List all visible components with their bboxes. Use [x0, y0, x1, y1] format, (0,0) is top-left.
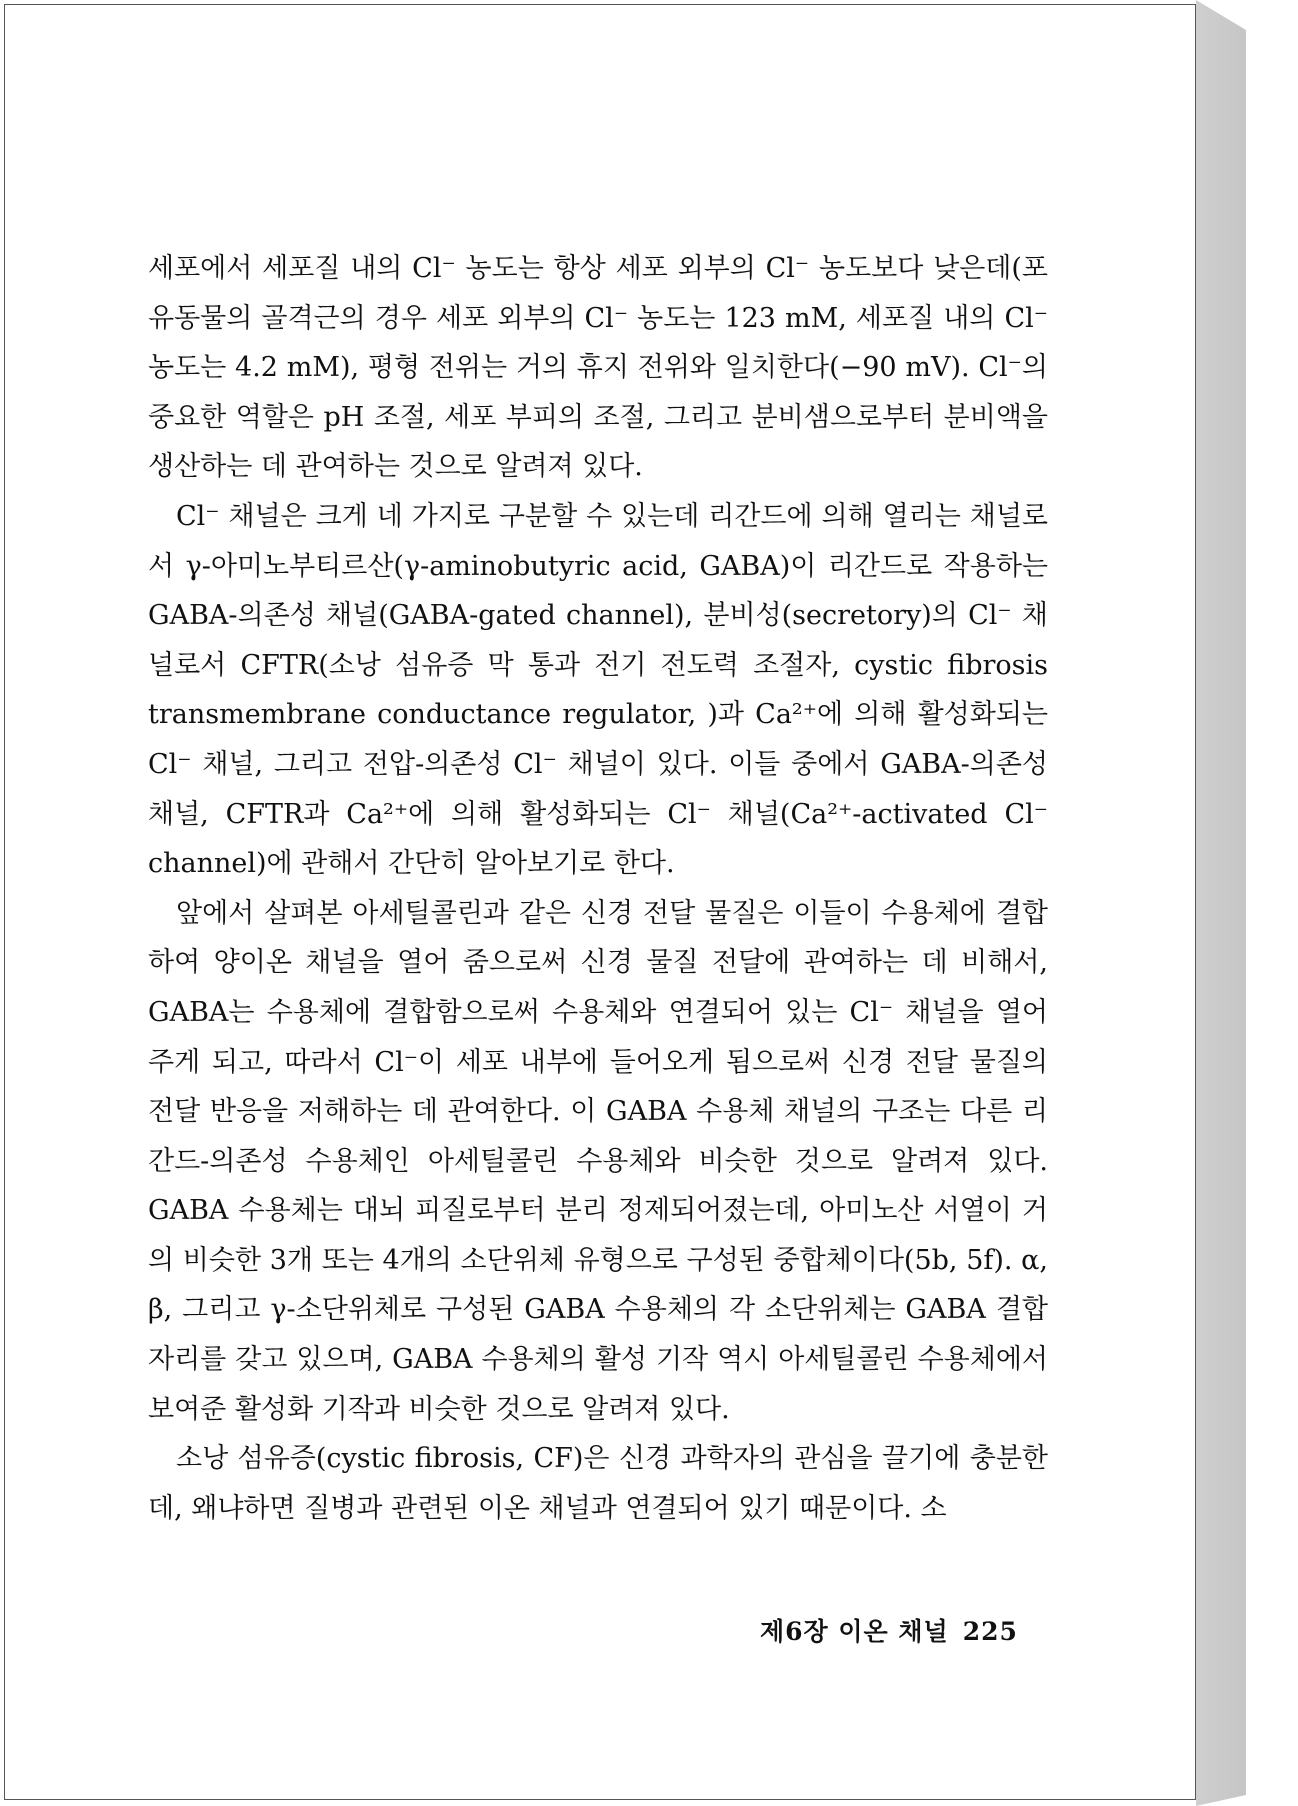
paragraph-2: Cl⁻ 채널은 크게 네 가지로 구분할 수 있는데 리간드에 의해 열리는 채널로서 γ-아미노부티르산(γ-aminobutyric acid, GABA)이 리간드로 작용하는 GABA-의존성 채널(GABA-gated channel), 분비성(secretory)의 Cl⁻ 채널로서 CFTR(소낭 섬유증 막 통과 전기 전도력 조절자, cystic fibrosis transmembrane conductance regulator, )과 Ca²⁺에 의해 활성화되는 Cl⁻ 채널, 그리고 전압-의존성 Cl⁻ 채널이 있다. 이들 중에서 GABA-의존성 채널, CFTR과 Ca²⁺에 의해 활성화되는 Cl⁻ 채널(Ca²⁺-activated Cl⁻ channel)에 관해서 간단히 알아보기로 한다.	[148, 500, 1048, 880]
page-footer	[760, 1612, 1080, 1648]
body-text	[148, 244, 1048, 1533]
page-number: 225	[962, 1617, 1018, 1646]
paragraph-1: 세포에서 세포질 내의 Cl⁻ 농도는 항상 세포 외부의 Cl⁻ 농도보다 낮은데(포유동물의 골격근의 경우 세포 외부의 Cl⁻ 농도는 123 mM, 세포질 내의 Cl⁻ 농도는 4.2 mM), 평형 전위는 거의 휴지 전위와 일치한다(−90 mV). Cl⁻의 중요한 역할은 pH 조절, 세포 부피의 조절, 그리고 분비샘으로부터 분비액을 생산하는 데 관여하는 것으로 알려져 있다.	[148, 253, 1048, 483]
page-stack-edge	[1196, 0, 1294, 1806]
paragraph-4: 소낭 섬유증(cystic fibrosis, CF)은 신경 과학자의 관심을 끌기에 충분한데, 왜냐하면 질병과 관련된 이온 채널과 연결되어 있기 때문이다. 소	[148, 1443, 1048, 1524]
paragraph-3: 앞에서 살펴본 아세틸콜린과 같은 신경 전달 물질은 이들이 수용체에 결합하여 양이온 채널을 열어 줌으로써 신경 물질 전달에 관여하는 데 비해서, GABA는 수용체에 결합함으로써 수용체와 연결되어 있는 Cl⁻ 채널을 열어 주게 되고, 따라서 Cl⁻이 세포 내부에 들어오게 됨으로써 신경 전달 물질의 전달 반응을 저해하는 데 관여한다. 이 GABA 수용체 채널의 구조는 다른 리간드-의존성 수용체인 아세틸콜린 수용체와 비슷한 것으로 알려져 있다. GABA 수용체는 대뇌 피질로부터 분리 정제되어졌는데, 아미노산 서열이 거의 비슷한 3개 또는 4개의 소단위체 유형으로 구성된 중합체이다(5b, 5f). α, β, 그리고 γ-소단위체로 구성된 GABA 수용체의 각 소단위체는 GABA 결합 자리를 갖고 있으며, GABA 수용체의 활성 기작 역시 아세틸콜린 수용체에서 보여준 활성화 기작과 비슷한 것으로 알려져 있다.	[148, 897, 1048, 1425]
chapter-title: 제6장 이온 채널	[760, 1617, 949, 1646]
